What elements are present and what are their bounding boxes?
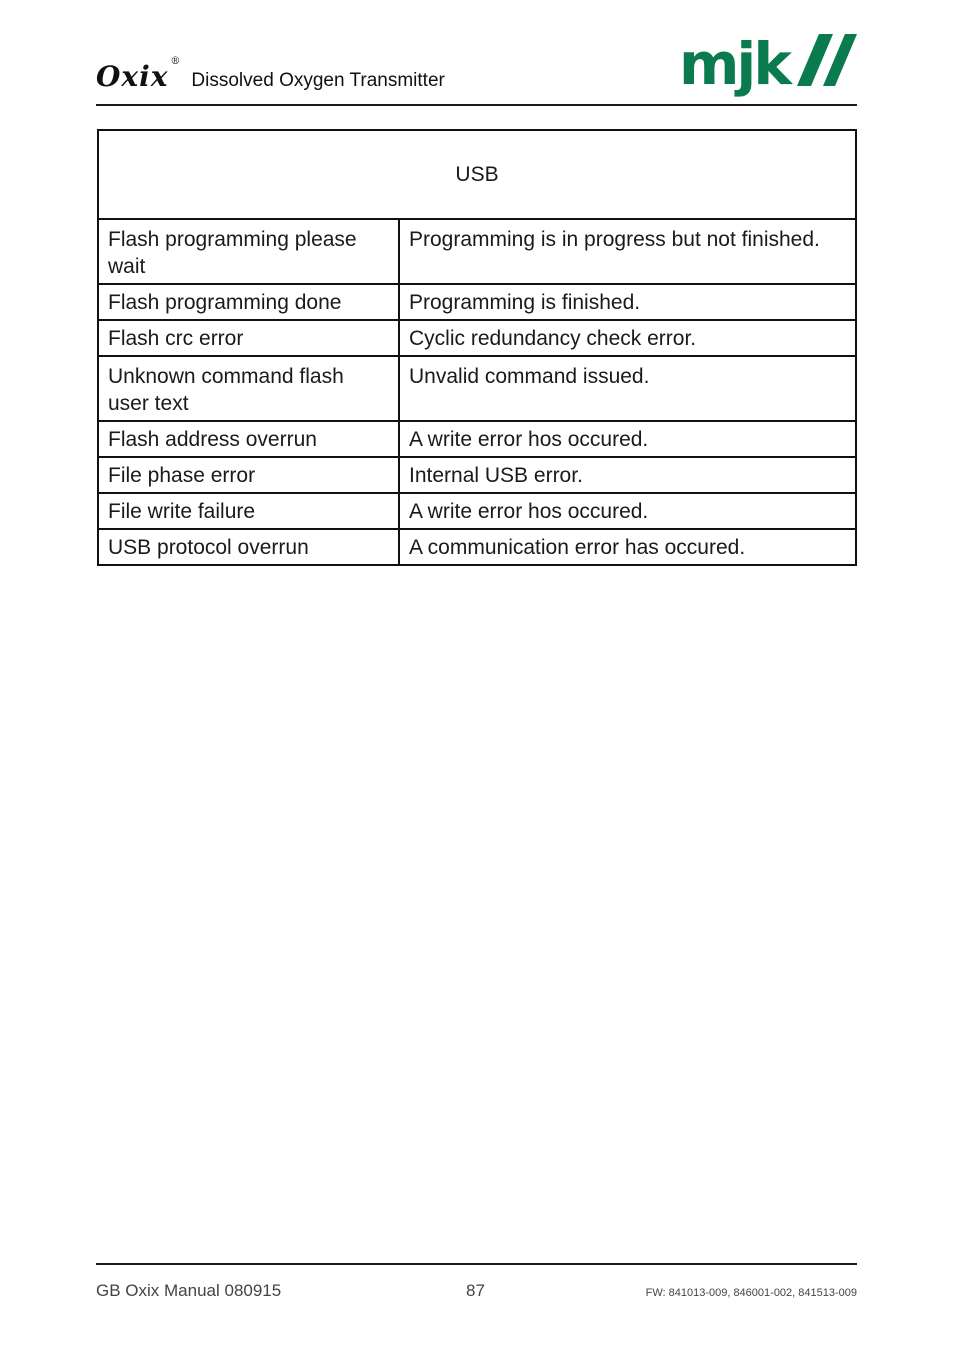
error-message: Flash programming done	[98, 284, 399, 320]
document-title: Dissolved Oxygen Transmitter	[191, 70, 445, 91]
error-message: Flash crc error	[98, 320, 399, 356]
usb-error-table	[97, 129, 857, 566]
table-row	[98, 493, 856, 529]
error-description: Cyclic redundancy check error.	[399, 320, 856, 356]
error-message: USB protocol overrun	[98, 529, 399, 565]
svg-text:mjk: mjk	[679, 30, 789, 98]
page-number: 87	[466, 1281, 485, 1300]
error-message: Flash programming please wait	[98, 219, 399, 284]
error-description: A communication error has occured.	[399, 529, 856, 565]
footer-firmware: FW: 841013-009, 846001-002, 841513-009	[645, 1287, 857, 1299]
page-header	[96, 30, 857, 106]
footer-divider	[96, 1263, 857, 1265]
oxix-logo: Oxix ®	[96, 56, 182, 93]
error-description: A write error hos occured.	[399, 421, 856, 457]
error-message: Unknown command flash user text	[98, 356, 399, 421]
error-description: Programming is finished.	[399, 284, 856, 320]
table-row	[98, 284, 856, 320]
error-message: File phase error	[98, 457, 399, 493]
table-row	[98, 356, 856, 421]
error-message: File write failure	[98, 493, 399, 529]
mjk-logo	[679, 30, 857, 100]
footer-manual-id: GB Oxix Manual 080915	[96, 1281, 282, 1300]
table-row	[98, 421, 856, 457]
error-description: Internal USB error.	[399, 457, 856, 493]
error-description: Programming is in progress but not finished.	[399, 219, 856, 284]
table-row	[98, 457, 856, 493]
table-row	[98, 529, 856, 565]
table-row	[98, 320, 856, 356]
table-title: USB	[98, 130, 856, 219]
product-brand	[96, 56, 445, 93]
error-description: A write error hos occured.	[399, 493, 856, 529]
error-message: Flash address overrun	[98, 421, 399, 457]
table-row	[98, 219, 856, 284]
error-description: Unvalid command issued.	[399, 356, 856, 421]
